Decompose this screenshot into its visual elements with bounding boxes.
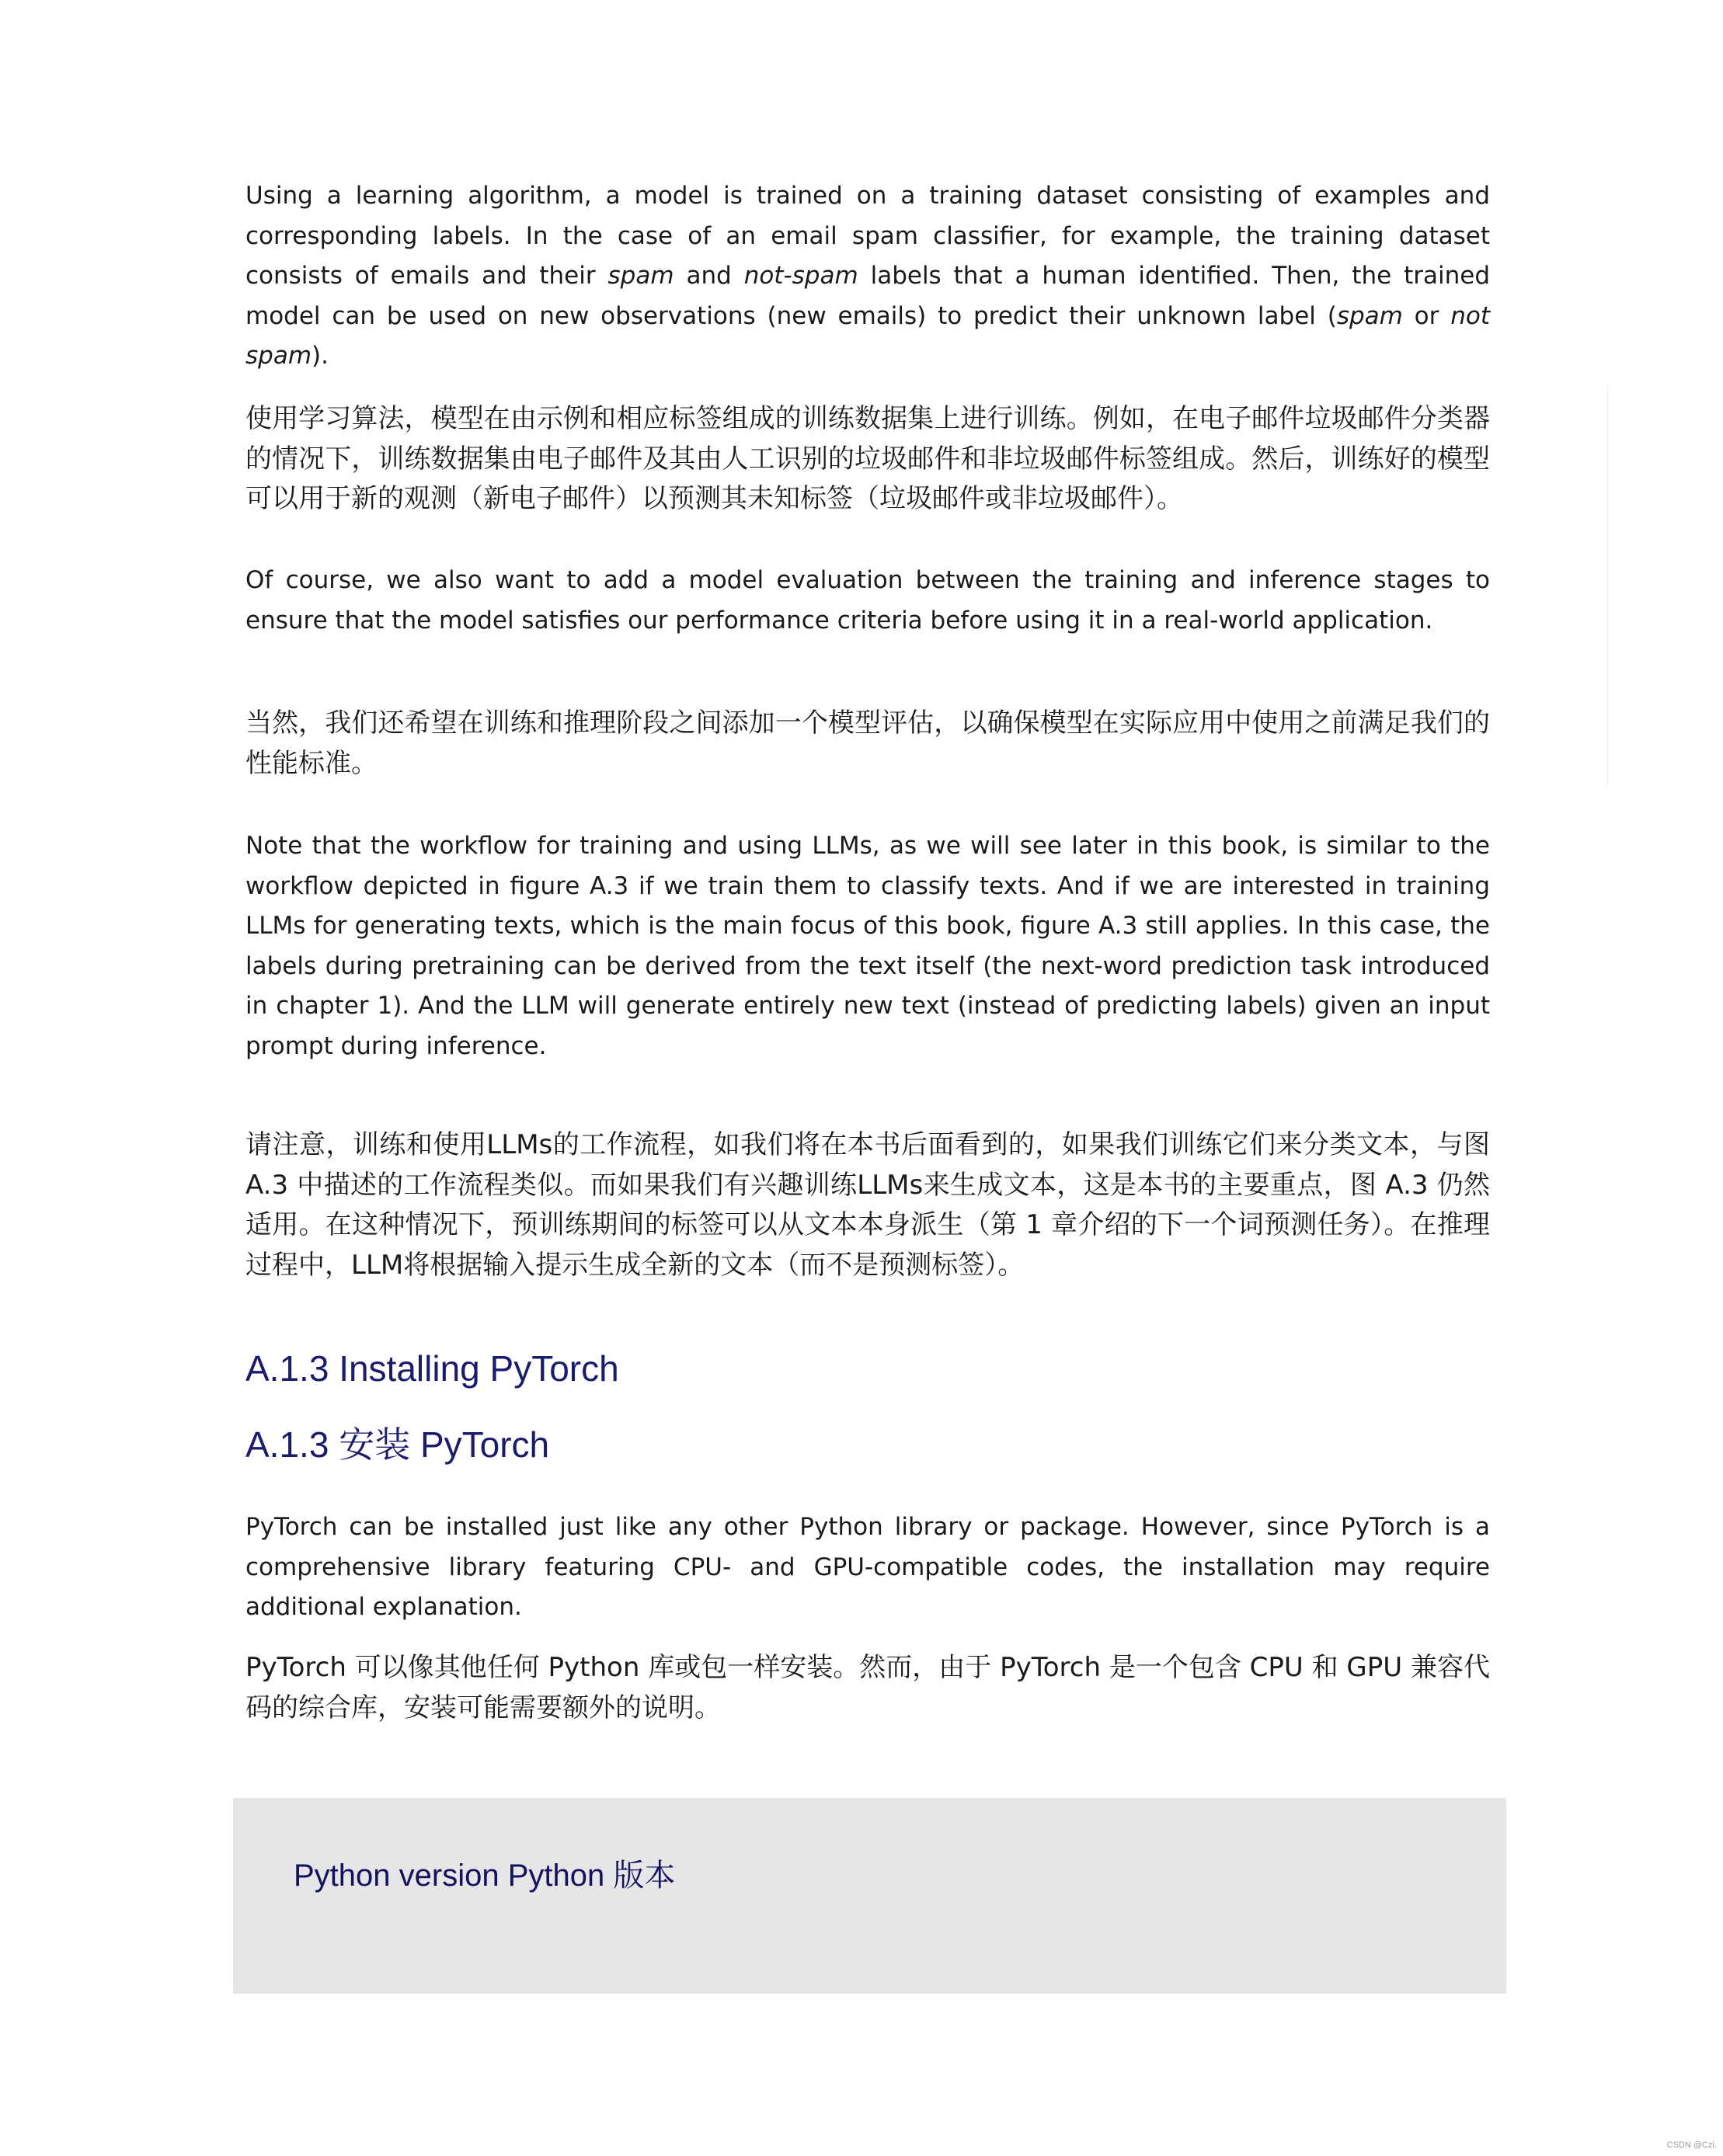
section-heading-zh: A.1.3 安装 PyTorch [245, 1424, 550, 1465]
section-heading: A.1.3 Installing PyTorch [245, 1348, 619, 1389]
paragraph-llm-workflow: Note that the workflow for training and using LLMs, as we will see later in this book, is similar to the workflow depicted in figure A.3 if we train them to classify texts. And if we are interested in training LLMs for generating texts, which is the main focus of this book, figure A.3 still applies. In this case, the labels during pretraining can be derived from the text itself (the next-word prediction task introduced in chapter 1). And the LLM will generate entirely new text (instead of predicting labels) given an input prompt during inference. [245, 832, 1490, 1060]
paragraph-supervised-training [245, 176, 1490, 377]
paragraph-model-evaluation: Of course, we also want to add a model evaluation between the training and inference stages to ensure that the model satisfies our performance criteria before using it in a real-world application. [245, 566, 1490, 635]
text-segment: ). [312, 342, 329, 370]
emphasis: spam [607, 262, 674, 290]
paragraph-model-evaluation-zh: 当然，我们还希望在训练和推理阶段之间添加一个模型评估，以确保模型在实际应用中使用之前满足我们的性能标准。 [245, 708, 1490, 779]
text-segment: Using a learning algorithm, a model is trained on a training dataset consisting of examples and corresponding labels. In the case of an email spam classifier, for example, the training dataset consists of emails and their [245, 182, 1490, 290]
watermark: CSDN @Czi. [1666, 2140, 1717, 2150]
emphasis: spam [1336, 301, 1403, 330]
paragraph-installing-pytorch-zh: PyTorch 可以像其他任何 Python 库或包一样安装。然而，由于 PyTorch 是一个包含 CPU 和 GPU 兼容代码的综合库，安装可能需要额外的说明。 [245, 1652, 1490, 1723]
paragraph-supervised-training-zh: 使用学习算法，模型在由示例和相应标签组成的训练数据集上进行训练。例如，在电子邮件垃圾邮件分类器的情况下，训练数据集由电子邮件及其由人工识别的垃圾邮件和非垃圾邮件标签组成。然后，训练好的模型可以用于新的观测（新电子邮件）以预测其未知标签（垃圾邮件或非垃圾邮件）。 [245, 403, 1490, 514]
paragraph-llm-workflow-zh: 请注意，训练和使用LLMs的工作流程，如我们将在本书后面看到的，如果我们训练它们来分类文本，与图 A.3 中描述的工作流程类似。而如果我们有兴趣训练LLMs来生成文本，这是本书的主要重点，图 A.3 仍然适用。在这种情况下，预训练期间的标签可以从文本本身派生（第 1 章介绍的下一个词预测任务）。在推理过程中，LLM将根据输入提示生成全新的文本（而不是预测标签）。 [245, 1129, 1490, 1281]
text-segment: and [674, 262, 744, 290]
divider [1607, 386, 1608, 785]
text-segment: labels that a human identified. Then, the trained model can be used on new observations (new emails) to predict their unknown label ( [245, 262, 1491, 330]
python-version-sidebar [233, 1798, 1506, 1994]
paragraph-installing-pytorch: PyTorch can be installed just like any other Python library or package. However, since PyTorch is a comprehensive library featuring CPU- and GPU-compatible codes, the installation may require additional explanation. [245, 1513, 1490, 1621]
emphasis: not-spam [743, 262, 858, 290]
sidebar-title: Python version Python 版本 [294, 1859, 676, 1893]
emphasis: not spam [245, 301, 1490, 370]
text-segment: or [1402, 301, 1451, 330]
